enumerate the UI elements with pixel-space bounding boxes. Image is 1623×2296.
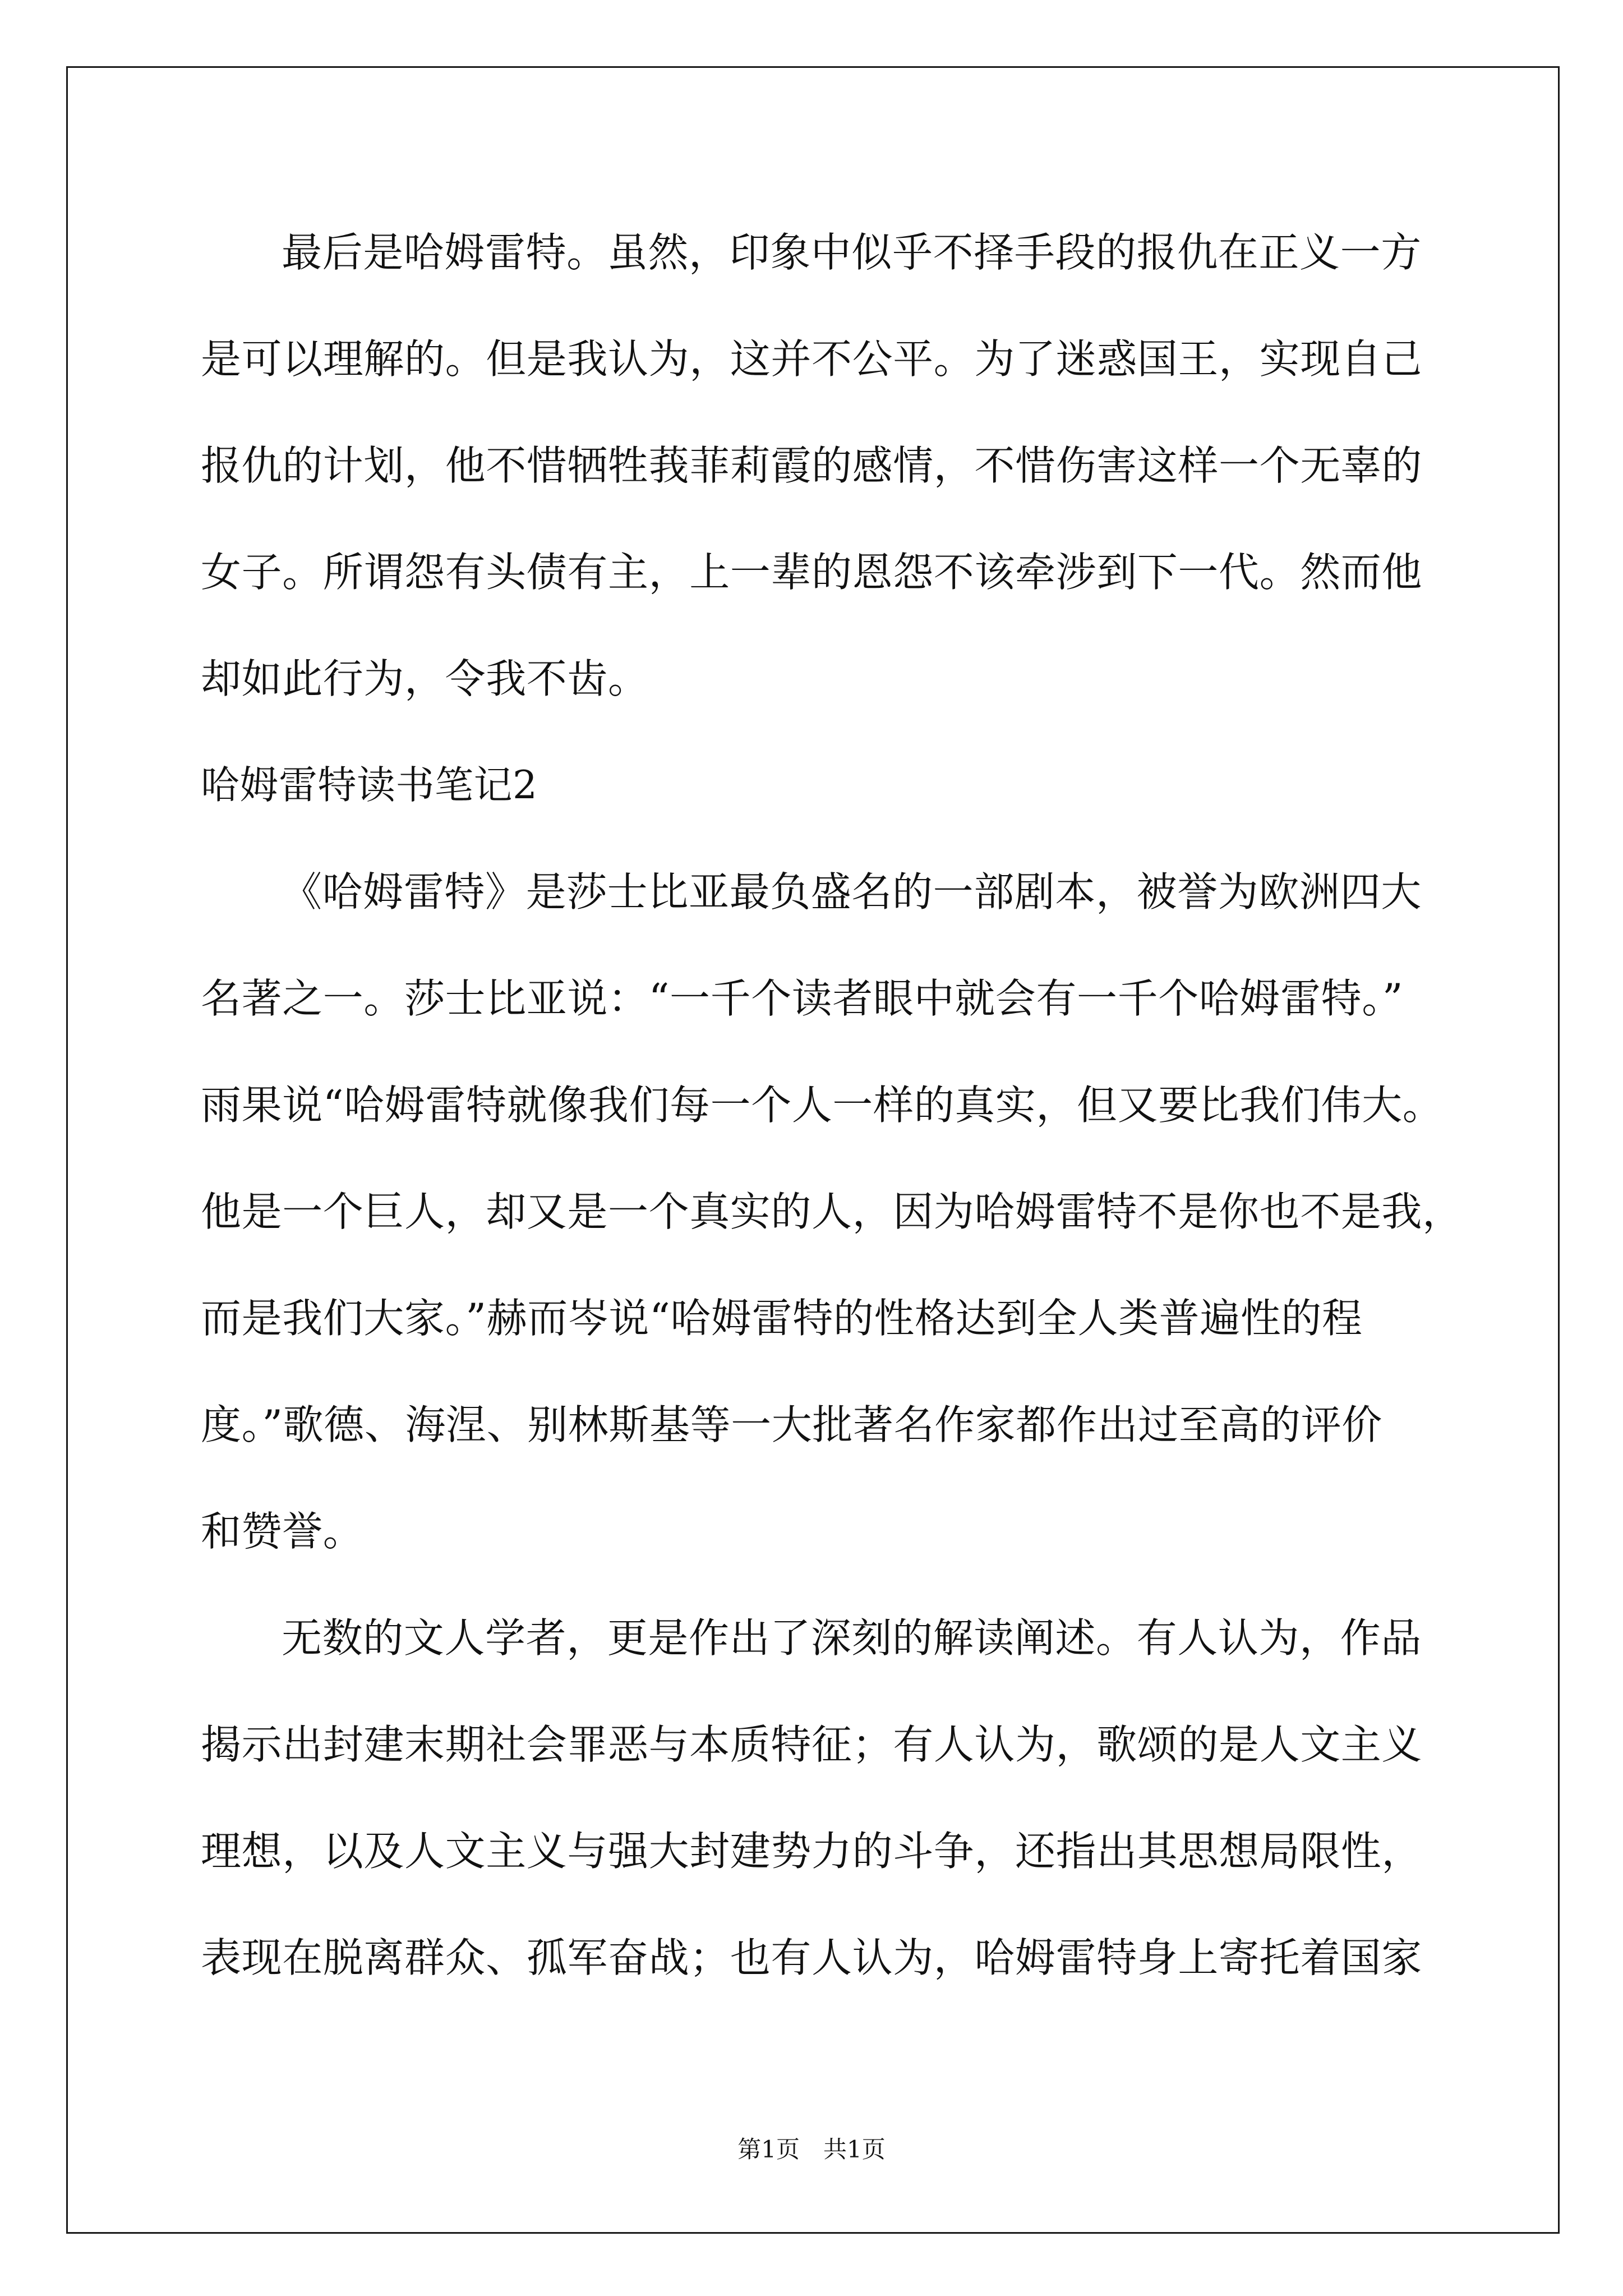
text-line: 女子。所谓怨有头债有主，上一辈的恩怨不该牵涉到下一代。然而他 bbox=[201, 549, 1423, 596]
text-line: 揭示出封建末期社会罪恶与本质特征；有人认为，歌颂的是人文主义 bbox=[201, 1721, 1423, 1768]
paragraph bbox=[201, 1585, 1507, 2011]
text-line: 无数的文人学者，更是作出了深刻的解读阐述。有人认为，作品 bbox=[282, 1614, 1422, 1662]
document-body bbox=[201, 199, 1507, 2011]
text-line: 度。”歌德、海涅、别林斯基等一大批著名作家都作出过至高的评价 bbox=[201, 1401, 1382, 1448]
paragraph bbox=[201, 839, 1507, 1585]
text-line: 却如此行为，令我不齿。 bbox=[201, 655, 649, 702]
text-line: 雨果说“哈姆雷特就像我们每一个人一样的真实，但又要比我们伟大。 bbox=[201, 1082, 1444, 1129]
text-line: 报仇的计划，他不惜牺牲莪菲莉霞的感情，不惜伤害这样一个无辜的 bbox=[201, 442, 1423, 489]
text-line: 和赞誉。 bbox=[201, 1508, 364, 1555]
section-heading: 哈姆雷特读书笔记2 bbox=[201, 763, 538, 808]
text-line: 最后是哈姆雷特。虽然，印象中似乎不择手段的报仇在正义一方 bbox=[282, 229, 1422, 276]
text-line: 而是我们大家。”赫而岑说“哈姆雷特的性格达到全人类普遍性的程 bbox=[201, 1295, 1363, 1342]
page-count: 共1页 bbox=[823, 2136, 886, 2163]
text-line: 他是一个巨人，却又是一个真实的人，因为哈姆雷特不是你也不是我， bbox=[201, 1188, 1463, 1235]
text-line: 名著之一。莎士比亚说：“一千个读者眼中就会有一千个哈姆雷特。” bbox=[201, 975, 1404, 1022]
paragraph bbox=[201, 199, 1507, 732]
page-number: 第1页 bbox=[737, 2136, 800, 2163]
text-line: 理想，以及人文主义与强大封建势力的斗争，还指出其思想局限性， bbox=[201, 1828, 1423, 1875]
text-line: 《哈姆雷特》是莎士比亚最负盛名的一部剧本，被誉为欧洲四大 bbox=[282, 868, 1422, 915]
text-line: 表现在脱离群众、孤军奋战；也有人认为，哈姆雷特身上寄托着国家 bbox=[201, 1934, 1423, 1981]
page-footer bbox=[0, 2132, 1623, 2168]
text-line: 是可以理解的。但是我认为，这并不公平。为了迷惑国王，实现自己 bbox=[201, 335, 1423, 383]
